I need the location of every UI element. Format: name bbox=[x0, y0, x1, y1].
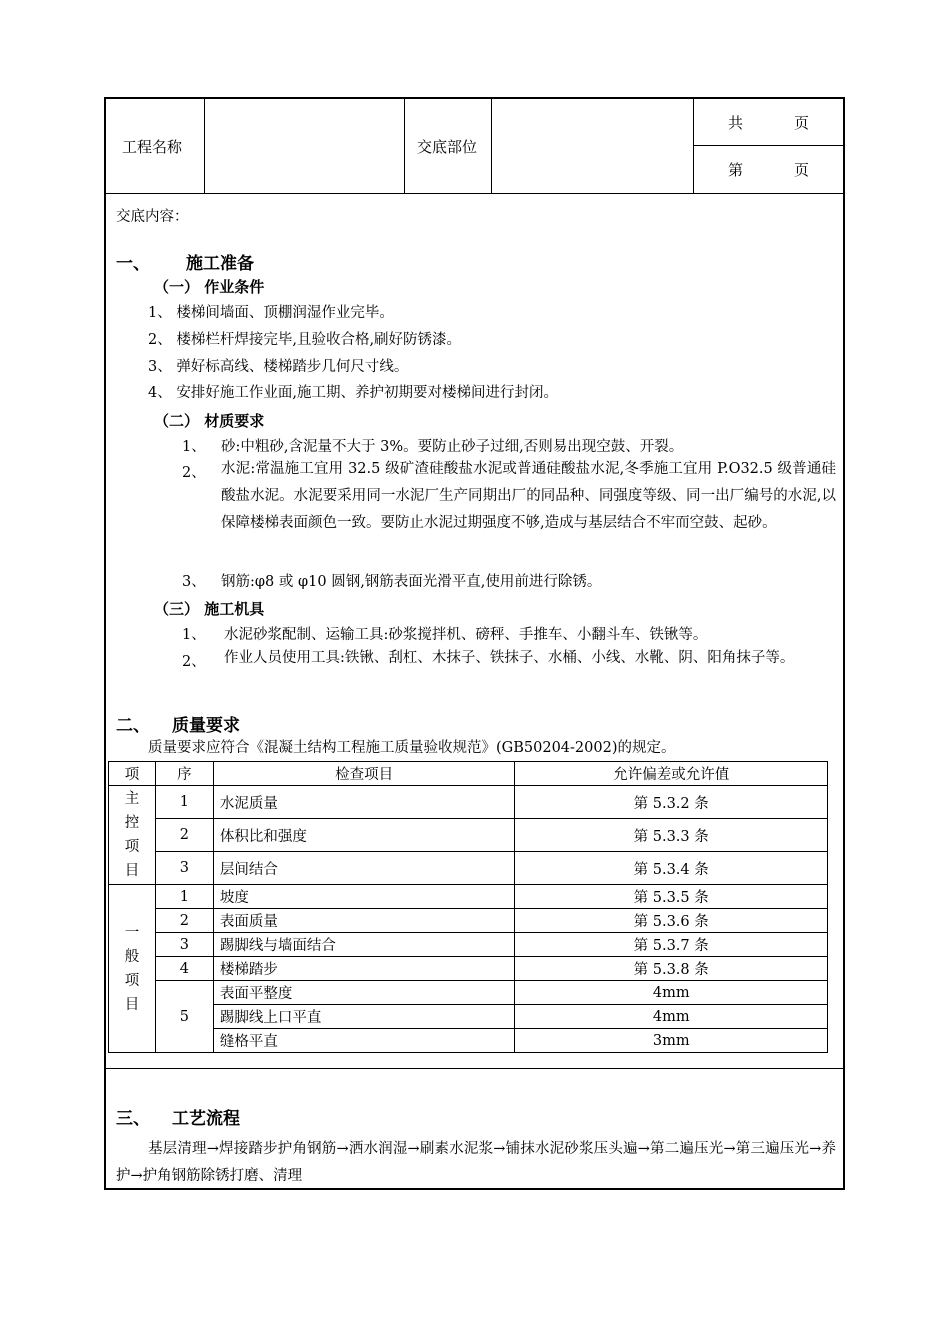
tolerance: 第 5.3.3 条 bbox=[515, 819, 828, 852]
handover-part-field[interactable] bbox=[492, 99, 694, 193]
section-3-title: 工艺流程 bbox=[172, 1109, 240, 1129]
check-item: 水泥质量 bbox=[213, 786, 515, 819]
list-item-number: 1、 bbox=[182, 627, 206, 643]
table-row bbox=[109, 1005, 828, 1029]
list-item-number: 1、 bbox=[182, 439, 206, 455]
row-number: 1 bbox=[155, 885, 213, 909]
table-row bbox=[109, 909, 828, 933]
tolerance: 第 5.3.2 条 bbox=[515, 786, 828, 819]
list-item: 2、 楼梯栏杆焊接完毕,且验收合格,刷好防锈漆。 bbox=[148, 332, 462, 348]
total-label: 共 bbox=[728, 113, 744, 132]
general-items-label: 一 般 项 目 bbox=[109, 885, 156, 1053]
tolerance: 第 5.3.4 条 bbox=[515, 852, 828, 885]
check-item: 层间结合 bbox=[213, 852, 515, 885]
section-1-title: 施工准备 bbox=[186, 254, 254, 274]
table-row bbox=[109, 981, 828, 1005]
table-row bbox=[109, 885, 828, 909]
check-item: 踢脚线上口平直 bbox=[213, 1005, 515, 1029]
check-item: 表面平整度 bbox=[213, 981, 515, 1005]
subsection-material-requirements: （二） 材质要求 bbox=[154, 412, 265, 430]
tolerance: 4mm bbox=[515, 1005, 828, 1029]
row-number: 3 bbox=[155, 852, 213, 885]
handover-part-label: 交底部位 bbox=[405, 99, 492, 193]
tolerance: 第 5.3.5 条 bbox=[515, 885, 828, 909]
section-3-number: 三、 bbox=[116, 1109, 150, 1129]
list-item: 砂:中粗砂,含泥量不大于 3%。要防止砂子过细,否则易出现空鼓、开裂。 bbox=[221, 439, 684, 455]
list-item: 水泥砂浆配制、运输工具:砂浆搅拌机、磅秤、手推车、小翻斗车、铁锹等。 bbox=[224, 627, 708, 643]
table-row bbox=[109, 819, 828, 852]
page-unit: 页 bbox=[794, 161, 810, 179]
section-2-number: 二、 bbox=[116, 716, 150, 736]
process-flow: 基层清理→焊接踏步护角钢筋→洒水润湿→刷素水泥浆→铺抹水泥砂浆压头遍→第二遍压光→第三遍压光→养护→护角钢筋除锈打磨、清理 bbox=[116, 1141, 836, 1184]
header-cell: 项 bbox=[109, 762, 156, 786]
tolerance: 第 5.3.8 条 bbox=[515, 957, 828, 981]
project-name-field[interactable] bbox=[205, 99, 405, 193]
row-number: 3 bbox=[155, 933, 213, 957]
check-item: 表面质量 bbox=[213, 909, 515, 933]
project-name-label: 工程名称 bbox=[106, 99, 205, 193]
header-table bbox=[106, 99, 843, 194]
row-number: 4 bbox=[155, 957, 213, 981]
quality-table bbox=[108, 761, 828, 1053]
section-1-number: 一、 bbox=[116, 254, 150, 274]
check-item: 坡度 bbox=[213, 885, 515, 909]
list-item: 水泥:常温施工宜用 32.5 级矿渣硅酸盐水泥或普通硅酸盐水泥,冬季施工宜用 P.O32.5 级普通硅酸盐水泥。水泥要采用同一水泥厂生产同期出厂的同品种、同强度等级、同一出厂编号的水泥,以保障楼梯表面颜色一致。要防止水泥过期强度不够,造成与基层结合不牢而空鼓、起砂。 bbox=[221, 461, 836, 531]
page-label: 第 bbox=[728, 161, 744, 179]
table-row bbox=[109, 1029, 828, 1053]
check-item: 体积比和强度 bbox=[213, 819, 515, 852]
header-cell: 检查项目 bbox=[213, 762, 515, 786]
row-number: 5 bbox=[155, 981, 213, 1053]
header-cell: 允许偏差或允许值 bbox=[515, 762, 828, 786]
total-pages bbox=[694, 99, 843, 146]
list-item: 作业人员使用工具:铁锹、刮杠、木抹子、铁抹子、水桶、小线、水靴、阴、阳角抹子等。 bbox=[224, 650, 795, 666]
table-row bbox=[109, 933, 828, 957]
tolerance: 第 5.3.7 条 bbox=[515, 933, 828, 957]
document-frame bbox=[104, 97, 845, 1190]
table-header-row bbox=[109, 762, 828, 786]
quality-intro: 质量要求应符合《混凝土结构工程施工质量验收规范》(GB50204-2002)的规定。 bbox=[148, 740, 676, 756]
list-item-number: 3、 bbox=[182, 574, 206, 590]
tolerance: 3mm bbox=[515, 1029, 828, 1053]
divider bbox=[106, 1068, 843, 1069]
total-unit: 页 bbox=[794, 113, 810, 132]
content-label: 交底内容： bbox=[116, 209, 189, 225]
list-item: 4、 安排好施工作业面,施工期、养护初期要对楼梯间进行封闭。 bbox=[148, 385, 558, 401]
header-cell: 序 bbox=[155, 762, 213, 786]
section-2-title: 质量要求 bbox=[172, 716, 240, 736]
main-items-label: 主 控 项 目 bbox=[109, 786, 156, 885]
subsection-work-conditions: （一） 作业条件 bbox=[154, 278, 265, 296]
tolerance: 4mm bbox=[515, 981, 828, 1005]
tolerance: 第 5.3.6 条 bbox=[515, 909, 828, 933]
row-number: 2 bbox=[155, 909, 213, 933]
check-item: 缝格平直 bbox=[213, 1029, 515, 1053]
list-item: 1、 楼梯间墙面、顶棚润湿作业完毕。 bbox=[148, 305, 394, 321]
row-number: 2 bbox=[155, 819, 213, 852]
page-number bbox=[694, 146, 843, 193]
row-number: 1 bbox=[155, 786, 213, 819]
table-row bbox=[109, 852, 828, 885]
table-row bbox=[109, 786, 828, 819]
subsection-tools: （三） 施工机具 bbox=[154, 600, 265, 618]
table-row bbox=[109, 957, 828, 981]
list-item: 3、 弹好标高线、楼梯踏步几何尺寸线。 bbox=[148, 359, 409, 375]
list-item-number: 2、 bbox=[182, 654, 206, 670]
check-item: 楼梯踏步 bbox=[213, 957, 515, 981]
check-item: 踢脚线与墙面结合 bbox=[213, 933, 515, 957]
list-item-number: 2、 bbox=[182, 465, 206, 481]
list-item: 钢筋:φ8 或 φ10 圆钢,钢筋表面光滑平直,使用前进行除锈。 bbox=[221, 574, 602, 590]
